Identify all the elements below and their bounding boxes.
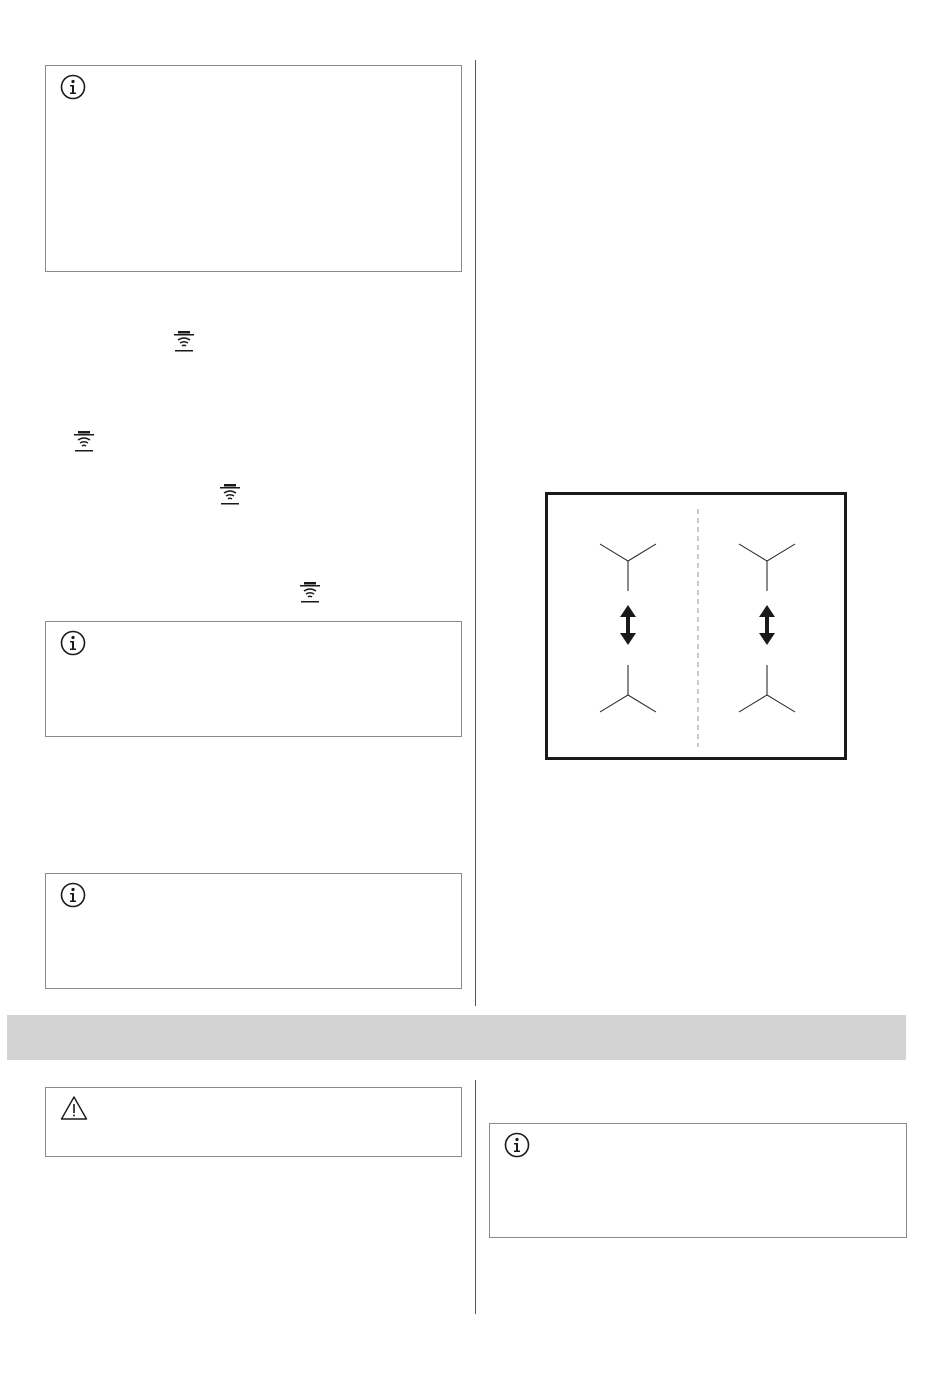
warning-triangle-icon (60, 1095, 88, 1121)
info-circle-icon (60, 882, 86, 908)
info-note-box (45, 621, 462, 737)
section-header-bar (7, 1015, 906, 1060)
hood-light-icon (72, 430, 96, 454)
hood-light-icon (298, 581, 322, 605)
hood-light-icon (172, 330, 196, 354)
info-note-box (45, 65, 462, 272)
column-divider-top (475, 60, 476, 1006)
double-vertical-arrow-icon (759, 605, 775, 645)
hob-zones-figure (545, 492, 847, 760)
hob-zones-diagram (548, 495, 844, 757)
info-circle-icon (60, 630, 86, 656)
info-circle-icon (504, 1132, 530, 1158)
hood-light-icon (218, 483, 242, 507)
info-circle-icon (60, 74, 86, 100)
column-divider-bottom (475, 1080, 476, 1314)
info-note-box (489, 1123, 907, 1238)
info-note-box (45, 873, 462, 989)
double-vertical-arrow-icon (620, 605, 636, 645)
warning-box (45, 1087, 462, 1157)
